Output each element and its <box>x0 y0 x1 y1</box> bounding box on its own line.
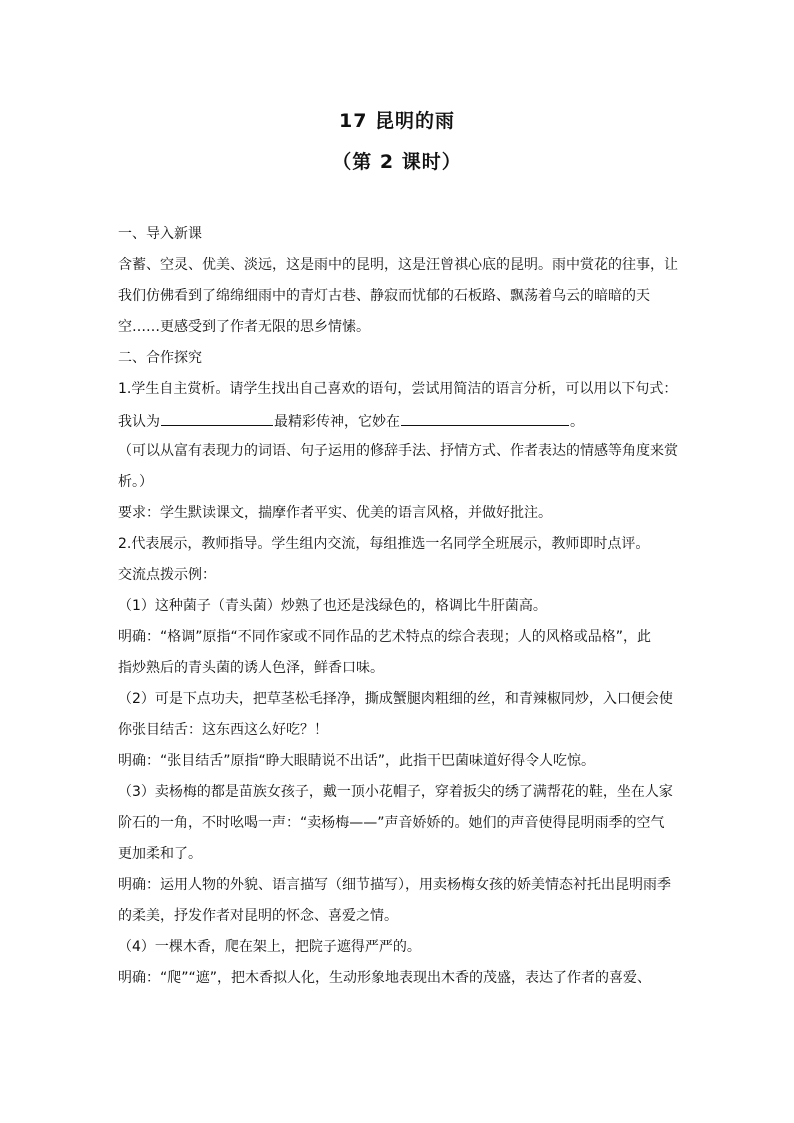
example-item: 你张目结舌：这东西这么好吃？！ <box>118 722 328 738</box>
fill-in-sentence <box>118 410 678 432</box>
paragraph-line: 1.学生自主赏析。请学生找出自己喜欢的语句，尝试用简洁的语言分析，可以用以下句式： <box>118 381 678 397</box>
fill-sentence-part2: 最精彩传神，它妙在 <box>274 414 400 430</box>
explanation-line: 的柔美，抒发作者对昆明的怀念、喜爱之情。 <box>118 908 398 924</box>
section-heading-intro: 一、导入新课 <box>118 226 202 242</box>
example-item: （4）一棵木香，爬在架上，把院子遮得严严的。 <box>118 939 421 955</box>
paragraph-line: 空……更感受到了作者无限的思乡情愫。 <box>118 319 370 335</box>
paragraph-line: 交流点拨示例： <box>118 567 216 583</box>
page-subtitle: （第 2 课时） <box>332 151 462 173</box>
page-title: 17 昆明的雨 <box>338 110 456 132</box>
example-item: （2）可是下点功夫，把草茎松毛择净，撕成蟹腿肉粗细的丝，和青辣椒同炒，入口便会使 <box>118 691 673 707</box>
paragraph-line: 2.代表展示，教师指导。学生组内交流，每组推选一名同学全班展示，教师即时点评。 <box>118 536 650 552</box>
section-heading-explore: 二、合作探究 <box>118 350 202 366</box>
fill-blank-1 <box>161 410 273 426</box>
fill-blank-2 <box>401 410 569 426</box>
paragraph-line: 析。） <box>118 474 153 490</box>
example-item: （3）卖杨梅的都是苗族女孩子，戴一顶小花帽子，穿着扳尖的绣了满帮花的鞋，坐在人家 <box>118 784 673 800</box>
paragraph-line: 要求：学生默读课文，揣摩作者平实、优美的语言风格，并做好批注。 <box>118 505 552 521</box>
paragraph-line: 含蓄、空灵、优美、淡远，这是雨中的昆明，这是汪曾祺心底的昆明。雨中赏花的往事，让 <box>118 257 678 273</box>
fill-sentence-part1: 我认为 <box>118 414 160 430</box>
explanation-line: 指炒熟后的青头菌的诱人色泽，鲜香口味。 <box>118 660 384 676</box>
explanation-line: 明确：“张目结舌”原指“睁大眼睛说不出话”，此指干巴菌味道好得令人吃惊。 <box>118 753 596 769</box>
paragraph-line: 我们仿佛看到了绵绵细雨中的青灯古巷、静寂而忧郁的石板路、飘荡着乌云的暗暗的天 <box>118 288 650 304</box>
explanation-line: 明确：“爬”“遮”，把木香拟人化，生动形象地表现出木香的茂盛，表达了作者的喜爱、 <box>118 970 652 986</box>
example-item: 更加柔和了。 <box>118 846 202 862</box>
explanation-line: 明确：“格调”原指“不同作家或不同作品的艺术特点的综合表现；人的风格或品格”，此 <box>118 629 652 645</box>
fill-sentence-part3: 。 <box>570 414 584 430</box>
explanation-line: 明确：运用人物的外貌、语言描写（细节描写），用卖杨梅女孩的娇美情态衬托出昆明雨季 <box>118 877 671 893</box>
example-item: 阶石的一角，不时吆喝一声：“卖杨梅——”声音娇娇的。她们的声音使得昆明雨季的空气 <box>118 815 665 831</box>
paragraph-line: （可以从富有表现力的词语、句子运用的修辞手法、抒情方式、作者表达的情感等角度来赏 <box>118 443 678 459</box>
example-item: （1）这种菌子（青头菌）炒熟了也还是浅绿色的，格调比牛肝菌高。 <box>118 598 547 614</box>
